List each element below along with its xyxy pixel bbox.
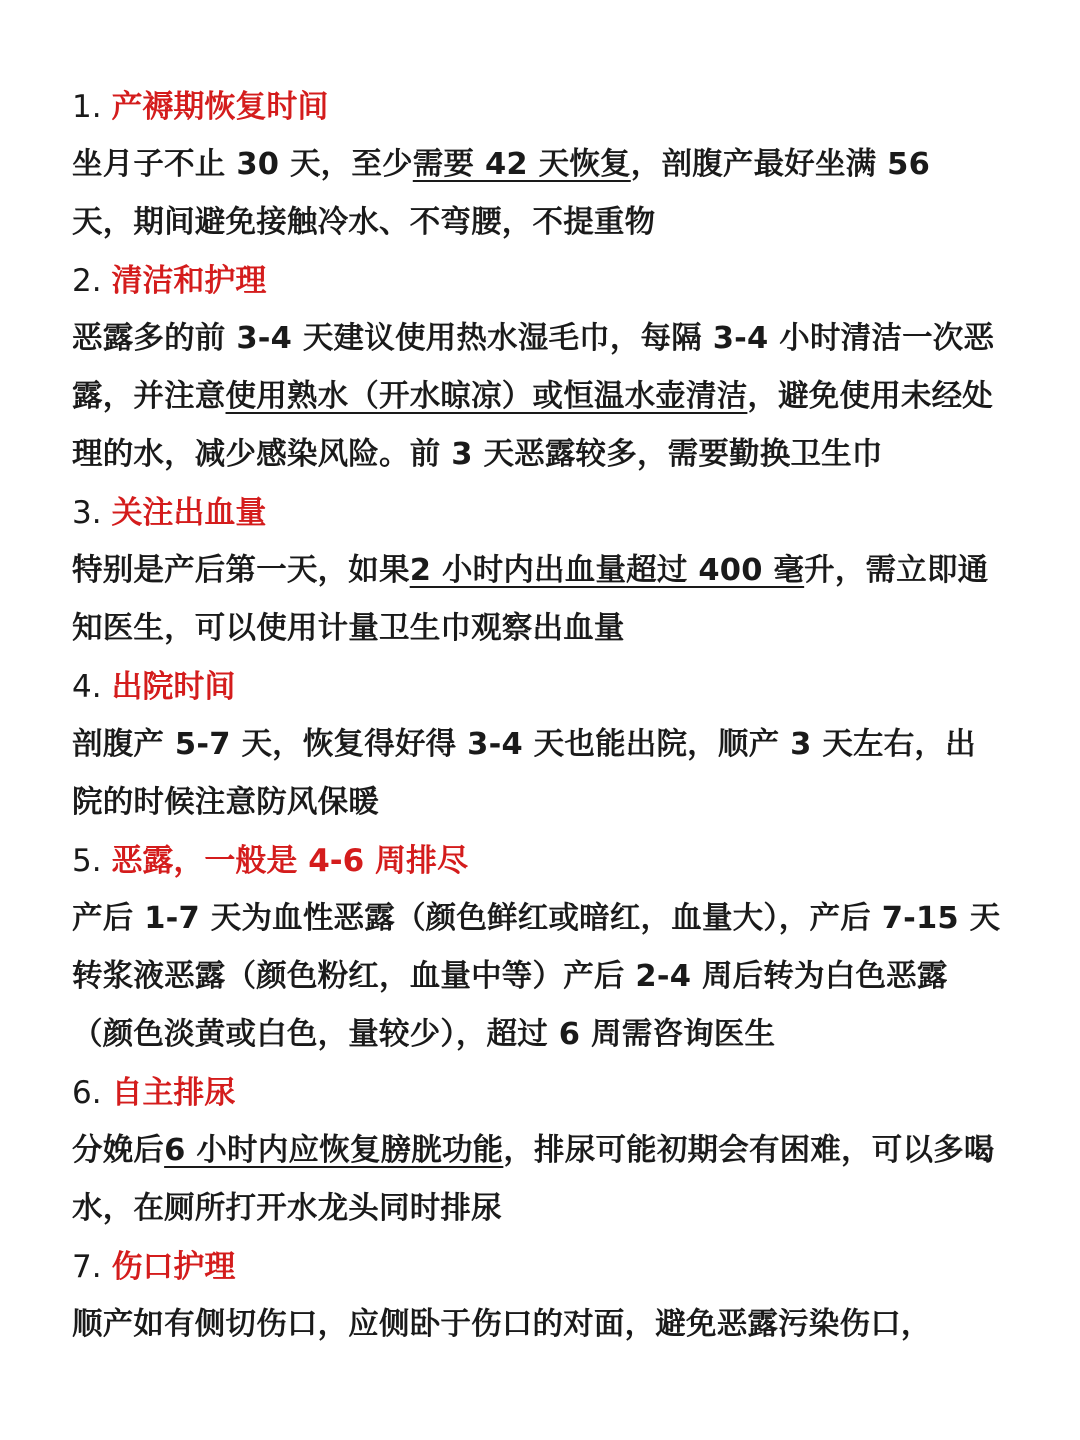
section-6: [72, 1064, 1002, 1238]
document-page: [72, 78, 1002, 1354]
section-number: 5.: [72, 843, 112, 879]
section-title: 关注出血量: [111, 495, 267, 531]
section-number: 1.: [72, 89, 112, 125]
section-5: [72, 832, 1002, 1064]
body-text: 恶露多的前 3-4 天建议使用热水湿毛巾，每隔 3-4 小时清洁一次恶露，并注意: [72, 321, 995, 414]
underlined-text: 2 小时内出血量超过 400 毫: [409, 553, 805, 588]
section-number: 6.: [72, 1075, 112, 1111]
section-title: 清洁和护理: [111, 263, 267, 299]
section-heading: [72, 78, 1002, 136]
section-4: [72, 658, 1002, 832]
body-text: 剖腹产 5-7 天，恢复得好得 3-4 天也能出院，顺产 3 天左右，出院的时候注意防风保暖: [72, 727, 976, 820]
underlined-text: 6 小时内应恢复膀胱功能: [164, 1133, 504, 1168]
section-title: 自主排尿: [111, 1075, 236, 1111]
body-text: ，避免使用未经处理的水，减少感染风险。前 3 天恶露较多，需要勤换卫生巾: [72, 379, 994, 472]
body-text: ，剖腹产最好坐满 56 天，期间避免接触冷水、不弯腰，不提重物: [72, 147, 931, 240]
body-text: 顺产如有侧切伤口，应侧卧于伤口的对面，避免恶露污染伤口，: [72, 1307, 932, 1342]
section-number: 4.: [72, 669, 112, 705]
section-number: 3.: [72, 495, 112, 531]
section-body: [72, 542, 1002, 658]
section-number: 2.: [72, 263, 112, 299]
section-3: [72, 484, 1002, 658]
section-body: [72, 136, 1002, 252]
section-title: 产褥期恢复时间: [111, 89, 329, 125]
section-2: [72, 252, 1002, 484]
underlined-text: 需要 42 天恢复: [412, 147, 631, 182]
section-heading: [72, 1238, 1002, 1296]
section-number: 7.: [72, 1249, 112, 1285]
body-text: 产后 1-7 天为血性恶露（颜色鲜红或暗红，血量大），产后 7-15 天转浆液恶露（颜色粉红，血量中等）产后 2-4 周后转为白色恶露（颜色淡黄或白色，量较少），超过 6 周需咨询医生: [72, 901, 1001, 1052]
section-heading: [72, 832, 1002, 890]
section-title: 伤口护理: [111, 1249, 236, 1285]
section-body: [72, 890, 1002, 1064]
section-body: [72, 1122, 1002, 1238]
section-1: [72, 78, 1002, 252]
body-text: 特别是产后第一天，如果: [72, 553, 410, 588]
section-body: [72, 310, 1002, 484]
body-text: 坐月子不止 30 天，至少: [72, 147, 413, 182]
section-title: 出院时间: [111, 669, 236, 705]
section-heading: [72, 658, 1002, 716]
section-heading: [72, 1064, 1002, 1122]
body-text: 升，需立即通知医生，可以使用计量卫生巾观察出血量: [72, 553, 989, 646]
body-text: 分娩后: [72, 1133, 165, 1168]
section-heading: [72, 252, 1002, 310]
section-7: [72, 1238, 1002, 1354]
underlined-text: 使用熟水（开水晾凉）或恒温水壶清洁: [225, 379, 748, 414]
section-heading: [72, 484, 1002, 542]
section-body: [72, 1296, 1002, 1354]
section-body: [72, 716, 1002, 832]
section-title: 恶露，一般是 4-6 周排尽: [111, 843, 469, 879]
body-text: ，排尿可能初期会有困难，可以多喝水，在厕所打开水龙头同时排尿: [72, 1133, 995, 1226]
